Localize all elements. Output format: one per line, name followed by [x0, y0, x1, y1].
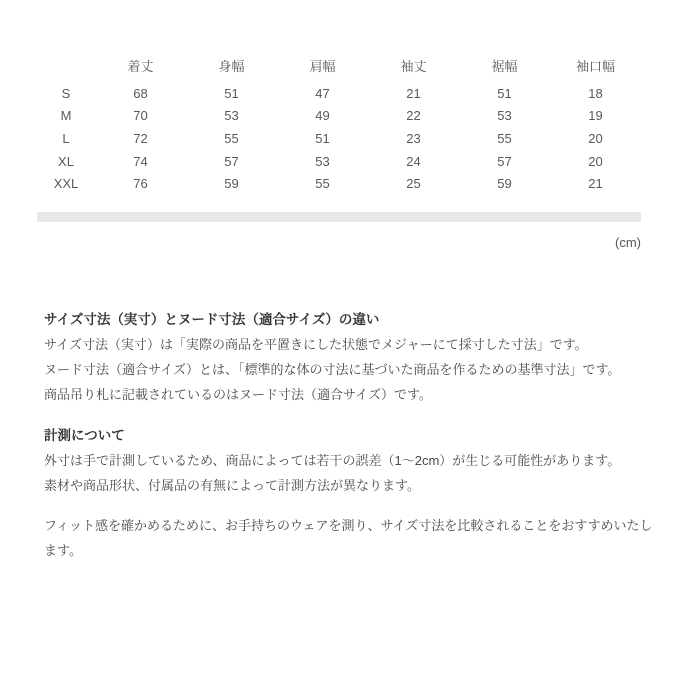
measurement-cell: 18: [588, 85, 603, 101]
measurement-cell: 21: [588, 176, 603, 192]
column-header-shoulder-width: 肩幅: [309, 58, 336, 74]
note-line: 素材や商品形状、付属品の有無によって計測方法が異なります。: [44, 478, 420, 493]
note-line: ヌード寸法（適合サイズ）とは、「標準的な体の寸法に基づいた商品を作るための基準寸法」です。: [44, 362, 621, 377]
note-line: 外寸は手で計測しているため、商品によっては若干の誤差（1～2cm）が生じる可能性があります。: [44, 453, 621, 468]
section-heading-size-vs-nude: サイズ寸法（実寸）とヌード寸法（適合サイズ）の違い: [44, 312, 380, 327]
column-header-hem-width: 裾幅: [491, 58, 518, 74]
size-chart-header-row: [37, 58, 641, 82]
measurement-cell: 51: [315, 130, 330, 146]
table-row-m: [37, 105, 641, 128]
measurement-cell: 22: [406, 108, 421, 124]
footer-note: [44, 513, 653, 563]
table-row-s: [37, 82, 641, 105]
measurement-cell: 70: [133, 108, 148, 124]
divider-bar: [37, 212, 641, 222]
column-header-body-length: 着丈: [127, 58, 154, 74]
table-row-l: [37, 127, 641, 150]
measurement-cell: 76: [133, 176, 148, 192]
size-chart-table: [37, 58, 641, 195]
measurement-cell: 59: [497, 176, 512, 192]
footer-note-line: ます。: [44, 543, 82, 558]
measurement-cell: 49: [315, 108, 330, 124]
measurement-cell: 55: [315, 176, 330, 192]
section-heading-measurement: 計測について: [44, 428, 125, 443]
unit-label: (cm): [615, 235, 641, 250]
measurement-cell: 47: [315, 85, 330, 101]
notes-block: [44, 307, 653, 563]
column-header-sleeve-length: 袖丈: [400, 58, 427, 74]
note-line: サイズ寸法（実寸）は「実際の商品を平置きにした状態でメジャーにて採寸した寸法」です。: [44, 337, 588, 352]
measurement-cell: 24: [406, 153, 421, 169]
size-label: L: [62, 130, 70, 146]
measurement-cell: 20: [588, 153, 603, 169]
measurement-cell: 21: [406, 85, 421, 101]
measurement-cell: 72: [133, 130, 148, 146]
measurement-cell: 57: [224, 153, 239, 169]
size-label: M: [60, 108, 72, 124]
note-line: 商品吊り札に記載されているのはヌード寸法（適合サイズ）です。: [44, 387, 432, 402]
measurement-cell: 55: [224, 130, 239, 146]
size-label: XXL: [53, 176, 79, 192]
footer-note-line: フィット感を確かめるために、お手持ちのウェアを測り、サイズ寸法を比較されることをおすすめいたし: [44, 518, 653, 533]
measurement-cell: 25: [406, 176, 421, 192]
measurement-cell: 19: [588, 108, 603, 124]
measurement-cell: 51: [224, 85, 239, 101]
measurement-cell: 57: [497, 153, 512, 169]
column-header-cuff-width: 袖口幅: [575, 58, 615, 74]
measurement-cell: 53: [497, 108, 512, 124]
measurement-cell: 53: [224, 108, 239, 124]
measurement-cell: 59: [224, 176, 239, 192]
size-column-header-blank: [37, 58, 95, 82]
column-header-body-width: 身幅: [218, 58, 245, 74]
size-label: XL: [58, 153, 74, 169]
measurement-cell: 74: [133, 153, 148, 169]
table-row-xxl: [37, 172, 641, 195]
size-label: S: [61, 85, 71, 101]
measurement-cell: 68: [133, 85, 148, 101]
measurement-cell: 55: [497, 130, 512, 146]
measurement-cell: 20: [588, 130, 603, 146]
measurement-cell: 51: [497, 85, 512, 101]
measurement-cell: 23: [406, 130, 421, 146]
table-row-xl: [37, 150, 641, 173]
measurement-cell: 53: [315, 153, 330, 169]
